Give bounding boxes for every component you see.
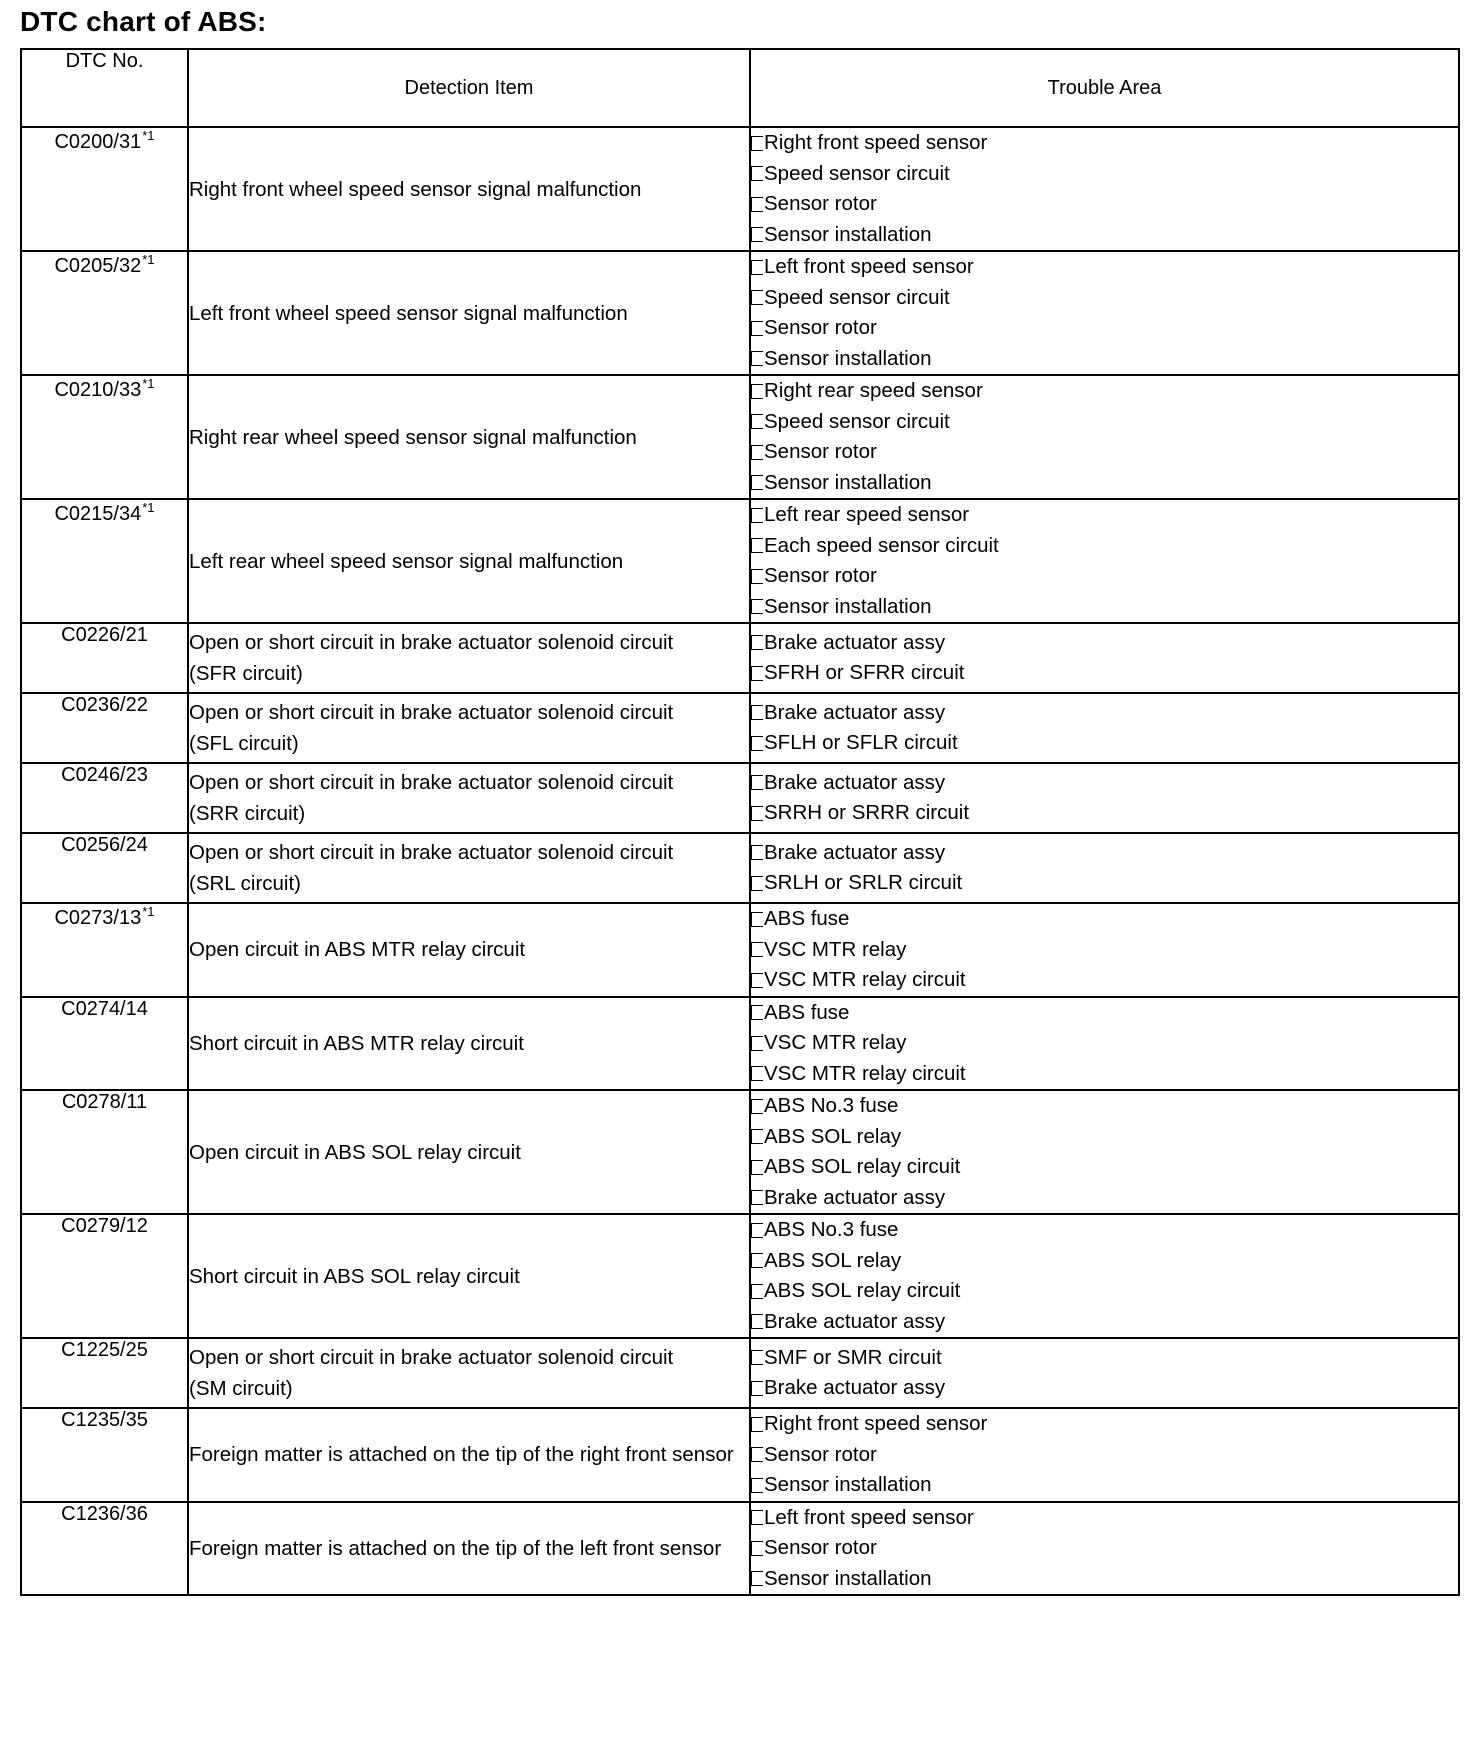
bullet-box-icon (751, 876, 763, 891)
bullet-box-icon (751, 1417, 763, 1432)
dtc-number-cell (21, 127, 188, 251)
trouble-area-item (751, 1028, 1458, 1059)
trouble-area-item (751, 128, 1458, 159)
bullet-box-icon (751, 197, 763, 212)
trouble-area-item (751, 283, 1458, 314)
header-dtc-no: DTC No. (21, 49, 188, 127)
trouble-area-item (751, 998, 1458, 1029)
table-row (21, 997, 1459, 1091)
dtc-number-cell (21, 763, 188, 833)
header-trouble-area: Trouble Area (750, 49, 1459, 127)
table-row (21, 1214, 1459, 1338)
trouble-area-item (751, 798, 1458, 829)
trouble-area-text: Brake actuator assy (764, 770, 946, 794)
trouble-area-item (751, 407, 1458, 438)
trouble-area-text: Sensor installation (764, 222, 932, 246)
table-body (21, 127, 1459, 1595)
detection-item-text: Open or short circuit in brake actuator solenoid circuit (189, 841, 674, 864)
trouble-area-item (751, 965, 1458, 996)
trouble-area-item (751, 592, 1458, 623)
detection-item-cell (188, 1214, 750, 1338)
trouble-area-text: ABS SOL relay circuit (764, 1155, 961, 1179)
trouble-area-text: Sensor rotor (764, 440, 877, 464)
dtc-code: C0274/14 (61, 997, 148, 1020)
dtc-number-cell (21, 833, 188, 903)
dtc-footnote-marker: *1 (142, 376, 155, 391)
detection-item-cell (188, 903, 750, 997)
trouble-area-cell (750, 997, 1459, 1091)
trouble-area-text: Speed sensor circuit (764, 161, 950, 185)
trouble-area-text: VSC MTR relay (764, 937, 907, 961)
detection-item-text: (SRR circuit) (189, 802, 306, 825)
trouble-area-item (751, 628, 1458, 659)
dtc-footnote-marker: *1 (142, 252, 155, 267)
bullet-box-icon (751, 1510, 763, 1525)
bullet-box-icon (751, 1160, 763, 1175)
trouble-area-item (751, 1122, 1458, 1153)
dtc-code: C0226/21 (61, 624, 148, 646)
page-title: DTC chart of ABS: (20, 6, 267, 37)
table-row (21, 833, 1459, 903)
detection-item-cell (188, 1502, 750, 1596)
trouble-area-text: Sensor rotor (764, 192, 877, 216)
trouble-area-text: Brake actuator assy (764, 700, 946, 724)
bullet-box-icon (751, 705, 763, 720)
trouble-area-item (751, 561, 1458, 592)
trouble-area-text: SFLH or SFLR circuit (764, 731, 958, 755)
trouble-area-text: Sensor rotor (764, 316, 877, 340)
trouble-area-text: Brake actuator assy (764, 1309, 946, 1333)
bullet-box-icon (751, 569, 763, 584)
trouble-area-text: Sensor installation (764, 594, 932, 618)
trouble-area-cell (750, 127, 1459, 251)
trouble-area-text: Brake actuator assy (764, 1376, 946, 1400)
dtc-code: C0273/13 (54, 907, 142, 929)
dtc-number-cell (21, 375, 188, 499)
trouble-area-text: VSC MTR relay circuit (764, 968, 966, 992)
dtc-code: C0210/33 (54, 379, 142, 401)
trouble-area-cell (750, 693, 1459, 763)
trouble-area-item (751, 500, 1458, 531)
table-row (21, 1090, 1459, 1214)
detection-item-cell (188, 251, 750, 375)
trouble-area-text: Sensor installation (764, 470, 932, 494)
trouble-area-item (751, 1564, 1458, 1595)
detection-item-cell (188, 693, 750, 763)
dtc-code: C0256/24 (61, 834, 148, 856)
detection-item-text: Open or short circuit in brake actuator solenoid circuit (189, 1346, 674, 1369)
table-row (21, 1502, 1459, 1596)
trouble-area-text: ABS SOL relay (764, 1248, 902, 1272)
detection-item-cell (188, 499, 750, 623)
trouble-area-item (751, 1470, 1458, 1501)
trouble-area-item (751, 935, 1458, 966)
dtc-code: C0200/31 (54, 131, 142, 153)
trouble-area-cell (750, 623, 1459, 693)
detection-item-text: Open or short circuit in brake actuator solenoid circuit (189, 631, 674, 654)
table-row (21, 251, 1459, 375)
dtc-table (20, 48, 1460, 1596)
bullet-box-icon (751, 321, 763, 336)
trouble-area-cell (750, 1408, 1459, 1502)
trouble-area-text: Brake actuator assy (764, 1185, 946, 1209)
bullet-box-icon (751, 1129, 763, 1144)
trouble-area-item (751, 1373, 1458, 1404)
trouble-area-text: ABS No.3 fuse (764, 1094, 899, 1118)
trouble-area-item (751, 468, 1458, 499)
trouble-area-text: Brake actuator assy (764, 630, 946, 654)
bullet-box-icon (751, 538, 763, 553)
detection-item-text: Open circuit in ABS SOL relay circuit (189, 1140, 521, 1164)
detection-item-cell (188, 127, 750, 251)
trouble-area-cell (750, 499, 1459, 623)
detection-item-cell (188, 623, 750, 693)
detection-item-text: (SFL circuit) (189, 732, 299, 755)
detection-item-text: Foreign matter is attached on the tip of the left front sensor (189, 1536, 722, 1560)
trouble-area-item (751, 159, 1458, 190)
trouble-area-item (751, 1152, 1458, 1183)
header-detection-item: Detection Item (188, 49, 750, 127)
table-row (21, 1338, 1459, 1408)
trouble-area-text: Speed sensor circuit (764, 409, 950, 433)
trouble-area-item (751, 344, 1458, 375)
table-row (21, 763, 1459, 833)
detection-item-cell (188, 1090, 750, 1214)
trouble-area-item (751, 1215, 1458, 1246)
table-row (21, 693, 1459, 763)
trouble-area-text: Brake actuator assy (764, 840, 946, 864)
trouble-area-text: Sensor rotor (764, 1442, 877, 1466)
dtc-number-cell (21, 1090, 188, 1214)
bullet-box-icon (751, 1350, 763, 1365)
trouble-area-item (751, 313, 1458, 344)
bullet-box-icon (751, 1036, 763, 1051)
detection-item-text: (SM circuit) (189, 1377, 293, 1400)
bullet-box-icon (751, 1447, 763, 1462)
bullet-box-icon (751, 166, 763, 181)
trouble-area-text: SMF or SMR circuit (764, 1345, 942, 1369)
trouble-area-item (751, 220, 1458, 251)
trouble-area-text: Sensor rotor (764, 1536, 877, 1560)
trouble-area-text: ABS fuse (764, 1000, 850, 1024)
dtc-footnote-marker: *1 (142, 500, 155, 515)
bullet-box-icon (751, 1541, 763, 1556)
trouble-area-item (751, 1246, 1458, 1277)
dtc-number-cell (21, 1338, 188, 1408)
bullet-box-icon (751, 508, 763, 523)
trouble-area-text: ABS fuse (764, 907, 850, 931)
dtc-footnote-marker: *1 (142, 128, 155, 143)
detection-item-text: Open or short circuit in brake actuator solenoid circuit (189, 701, 674, 724)
bullet-box-icon (751, 942, 763, 957)
bullet-box-icon (751, 1284, 763, 1299)
trouble-area-item (751, 904, 1458, 935)
trouble-area-text: Sensor installation (764, 346, 932, 370)
dtc-number-cell (21, 1214, 188, 1338)
bullet-box-icon (751, 1381, 763, 1396)
detection-item-text: Left front wheel speed sensor signal malfunction (189, 301, 628, 325)
trouble-area-item (751, 728, 1458, 759)
dtc-number-cell (21, 693, 188, 763)
bullet-box-icon (751, 1005, 763, 1020)
detection-item-text: Left rear wheel speed sensor signal malfunction (189, 549, 624, 573)
table-row (21, 499, 1459, 623)
dtc-code: C1236/36 (61, 1502, 148, 1525)
trouble-area-cell (750, 1502, 1459, 1596)
trouble-area-cell (750, 903, 1459, 997)
dtc-code: C0205/32 (54, 255, 142, 277)
trouble-area-item (751, 1533, 1458, 1564)
bullet-box-icon (751, 445, 763, 460)
trouble-area-item (751, 1276, 1458, 1307)
bullet-box-icon (751, 290, 763, 305)
trouble-area-item (751, 768, 1458, 799)
dtc-number-cell (21, 903, 188, 997)
detection-item-cell (188, 997, 750, 1091)
trouble-area-cell (750, 1214, 1459, 1338)
trouble-area-cell (750, 833, 1459, 903)
trouble-area-item (751, 1440, 1458, 1471)
trouble-area-item (751, 1091, 1458, 1122)
bullet-box-icon (751, 973, 763, 988)
bullet-box-icon (751, 736, 763, 751)
table-row (21, 1408, 1459, 1502)
dtc-number-cell (21, 1502, 188, 1596)
detection-item-text: Foreign matter is attached on the tip of the right front sensor (189, 1443, 734, 1467)
trouble-area-text: ABS SOL relay (764, 1124, 902, 1148)
trouble-area-text: VSC MTR relay circuit (764, 1061, 966, 1085)
bullet-box-icon (751, 1099, 763, 1114)
bullet-box-icon (751, 806, 763, 821)
trouble-area-item (751, 1503, 1458, 1534)
dtc-code: C0236/22 (61, 694, 148, 716)
bullet-box-icon (751, 845, 763, 860)
trouble-area-text: Left rear speed sensor (764, 503, 970, 527)
bullet-box-icon (751, 775, 763, 790)
trouble-area-text: SFRH or SFRR circuit (764, 661, 965, 685)
dtc-number-cell (21, 499, 188, 623)
bullet-box-icon (751, 1314, 763, 1329)
bullet-box-icon (751, 635, 763, 650)
detection-item-text: (SFR circuit) (189, 662, 303, 685)
trouble-area-item (751, 189, 1458, 220)
table-row (21, 623, 1459, 693)
bullet-box-icon (751, 227, 763, 242)
dtc-code: C1235/35 (61, 1409, 148, 1431)
bullet-box-icon (751, 136, 763, 151)
bullet-box-icon (751, 384, 763, 399)
trouble-area-item (751, 658, 1458, 689)
bullet-box-icon (751, 1253, 763, 1268)
trouble-area-text: Sensor rotor (764, 564, 877, 588)
trouble-area-item (751, 1307, 1458, 1338)
detection-item-cell (188, 1338, 750, 1408)
detection-item-text: Open or short circuit in brake actuator solenoid circuit (189, 771, 674, 794)
dtc-code: C0215/34 (54, 503, 142, 525)
table-row (21, 127, 1459, 251)
trouble-area-item (751, 1343, 1458, 1374)
detection-item-text: (SRL circuit) (189, 872, 301, 895)
dtc-code: C0278/11 (61, 1091, 148, 1113)
dtc-number-cell (21, 623, 188, 693)
dtc-number-cell (21, 251, 188, 375)
trouble-area-text: Left front speed sensor (764, 1505, 974, 1529)
detection-item-cell (188, 375, 750, 499)
dtc-footnote-marker: *1 (142, 904, 155, 919)
dtc-number-cell (21, 1408, 188, 1502)
detection-item-text: Short circuit in ABS MTR relay circuit (189, 1031, 524, 1055)
trouble-area-text: Sensor installation (764, 1473, 932, 1497)
bullet-box-icon (751, 351, 763, 366)
detection-item-cell (188, 1408, 750, 1502)
trouble-area-text: SRLH or SRLR circuit (764, 871, 963, 895)
trouble-area-text: Sensor installation (764, 1566, 932, 1590)
trouble-area-cell (750, 1090, 1459, 1214)
bullet-box-icon (751, 666, 763, 681)
trouble-area-text: Left front speed sensor (764, 255, 974, 279)
bullet-box-icon (751, 260, 763, 275)
bullet-box-icon (751, 414, 763, 429)
detection-item-cell (188, 763, 750, 833)
trouble-area-cell (750, 251, 1459, 375)
bullet-box-icon (751, 475, 763, 490)
trouble-area-item (751, 838, 1458, 869)
bullet-box-icon (751, 1478, 763, 1493)
trouble-area-cell (750, 375, 1459, 499)
trouble-area-text: Right rear speed sensor (764, 379, 983, 403)
trouble-area-item (751, 376, 1458, 407)
detection-item-text: Short circuit in ABS SOL relay circuit (189, 1264, 520, 1288)
trouble-area-item (751, 868, 1458, 899)
dtc-code: C0279/12 (61, 1215, 148, 1237)
trouble-area-item (751, 1183, 1458, 1214)
detection-item-text: Right front wheel speed sensor signal malfunction (189, 177, 642, 201)
trouble-area-item (751, 437, 1458, 468)
trouble-area-text: ABS SOL relay circuit (764, 1279, 961, 1303)
bullet-box-icon (751, 1190, 763, 1205)
trouble-area-text: Speed sensor circuit (764, 285, 950, 309)
trouble-area-item (751, 698, 1458, 729)
table-row (21, 375, 1459, 499)
trouble-area-cell (750, 763, 1459, 833)
detection-item-text: Right rear wheel speed sensor signal malfunction (189, 425, 637, 449)
trouble-area-item (751, 1409, 1458, 1440)
detection-item-cell (188, 833, 750, 903)
trouble-area-item (751, 531, 1458, 562)
trouble-area-text: VSC MTR relay (764, 1031, 907, 1055)
trouble-area-text: Right front speed sensor (764, 131, 988, 155)
table-row (21, 903, 1459, 997)
bullet-box-icon (751, 1571, 763, 1586)
bullet-box-icon (751, 1066, 763, 1081)
trouble-area-text: SRRH or SRRR circuit (764, 801, 970, 825)
trouble-area-text: Each speed sensor circuit (764, 533, 999, 557)
trouble-area-item (751, 1059, 1458, 1090)
bullet-box-icon (751, 599, 763, 614)
dtc-code: C0246/23 (61, 764, 148, 786)
detection-item-text: Open circuit in ABS MTR relay circuit (189, 938, 526, 962)
bullet-box-icon (751, 1223, 763, 1238)
trouble-area-text: Right front speed sensor (764, 1412, 988, 1436)
trouble-area-text: ABS No.3 fuse (764, 1218, 899, 1242)
table-header-row (21, 49, 1459, 127)
dtc-number-cell (21, 997, 188, 1091)
trouble-area-cell (750, 1338, 1459, 1408)
bullet-box-icon (751, 912, 763, 927)
dtc-code: C1225/25 (61, 1339, 148, 1361)
trouble-area-item (751, 252, 1458, 283)
